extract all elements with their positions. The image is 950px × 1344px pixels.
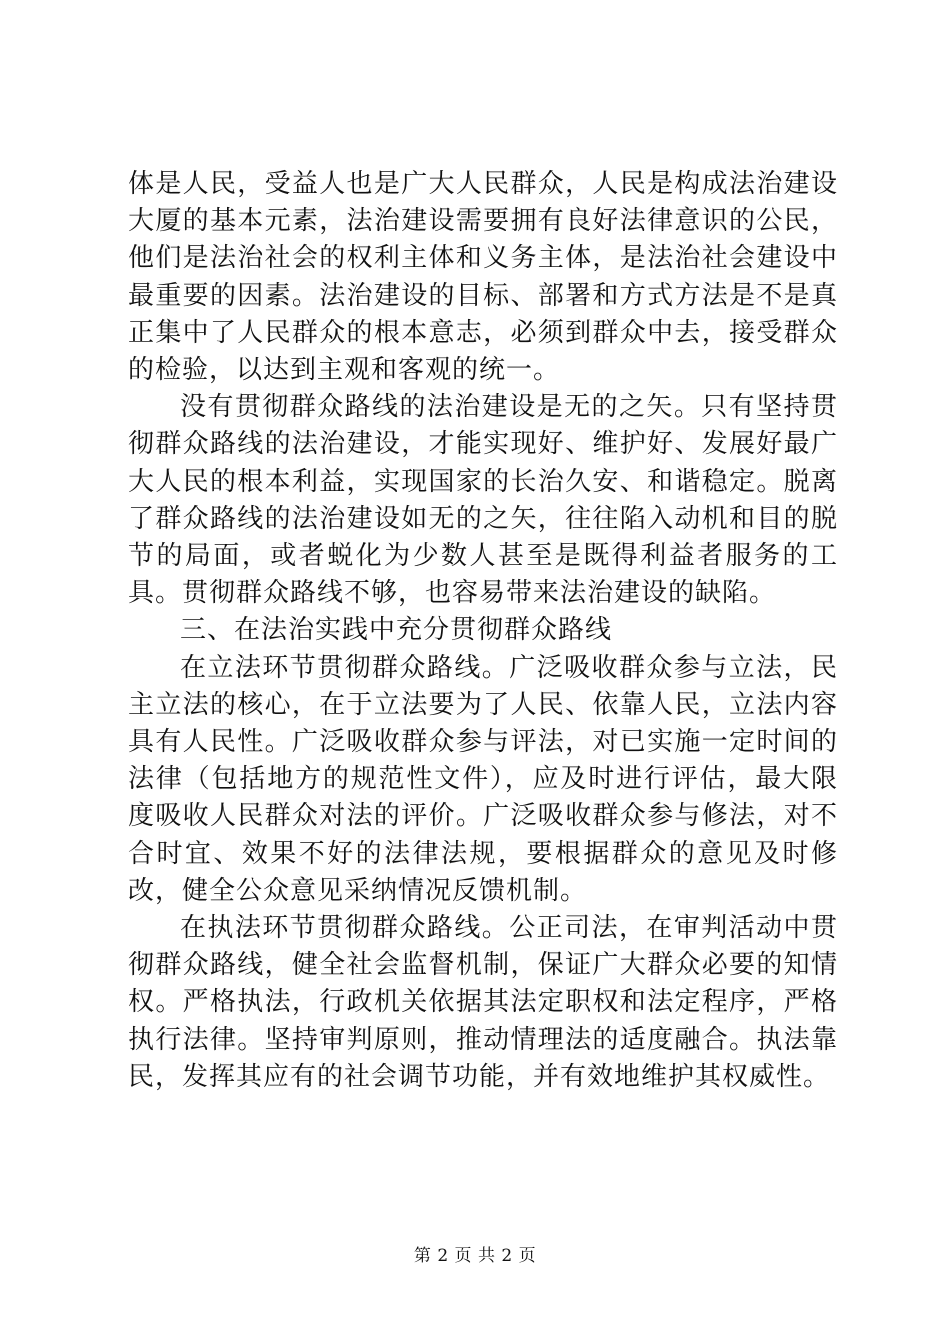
paragraph-continuation: 体是人民，受益人也是广大人民群众，人民是构成法治建设大厦的基本元素，法治建设需要拥有良好法律意识的公民，他们是法治社会的权利主体和义务主体，是法治社会建设中最重要的因素。法治建设的目标、部署和方式方法是不是真正集中了人民群众的根本意志，必须到群众中去，接受群众的检验，以达到主观和客观的统一。: [128, 169, 838, 386]
page-footer: 第 2 页 共 2 页: [413, 1246, 537, 1266]
paragraph-legislation: 在立法环节贯彻群众路线。广泛吸收群众参与立法，民主立法的核心，在于立法要为了人民、依靠人民，立法内容具有人民性。广泛吸收群众参与评法，对已实施一定时间的法律（包括地方的规范性文件），应及时进行评估，最大限度吸收人民群众对法的评价。广泛吸收群众参与修法，对不合时宜、效果不好的法律法规，要根据群众的意见及时修改，健全公众意见采纳情况反馈机制。: [128, 652, 838, 906]
section-heading: 三、在法治实践中充分贯彻群众路线: [180, 615, 613, 646]
document-body: [128, 166, 838, 1096]
paragraph-enforcement: 在执法环节贯彻群众路线。公正司法，在审判活动中贯彻群众路线，健全社会监督机制，保证广大群众必要的知情权。严格执法，行政机关依据其法定职权和法定程序，严格执行法律。坚持审判原则，推动情理法的适度融合。执法靠民，发挥其应有的社会调节功能，并有效地维护其权威性。: [128, 913, 838, 1092]
paragraph-mass-line: 没有贯彻群众路线的法治建设是无的之矢。只有坚持贯彻群众路线的法治建设，才能实现好、维护好、发展好最广大人民的根本利益，实现国家的长治久安、和谐稳定。脱离了群众路线的法治建设如无的之矢，往往陷入动机和目的脱节的局面，或者蜕化为少数人甚至是既得利益者服务的工具。贯彻群众路线不够，也容易带来法治建设的缺陷。: [128, 392, 838, 609]
